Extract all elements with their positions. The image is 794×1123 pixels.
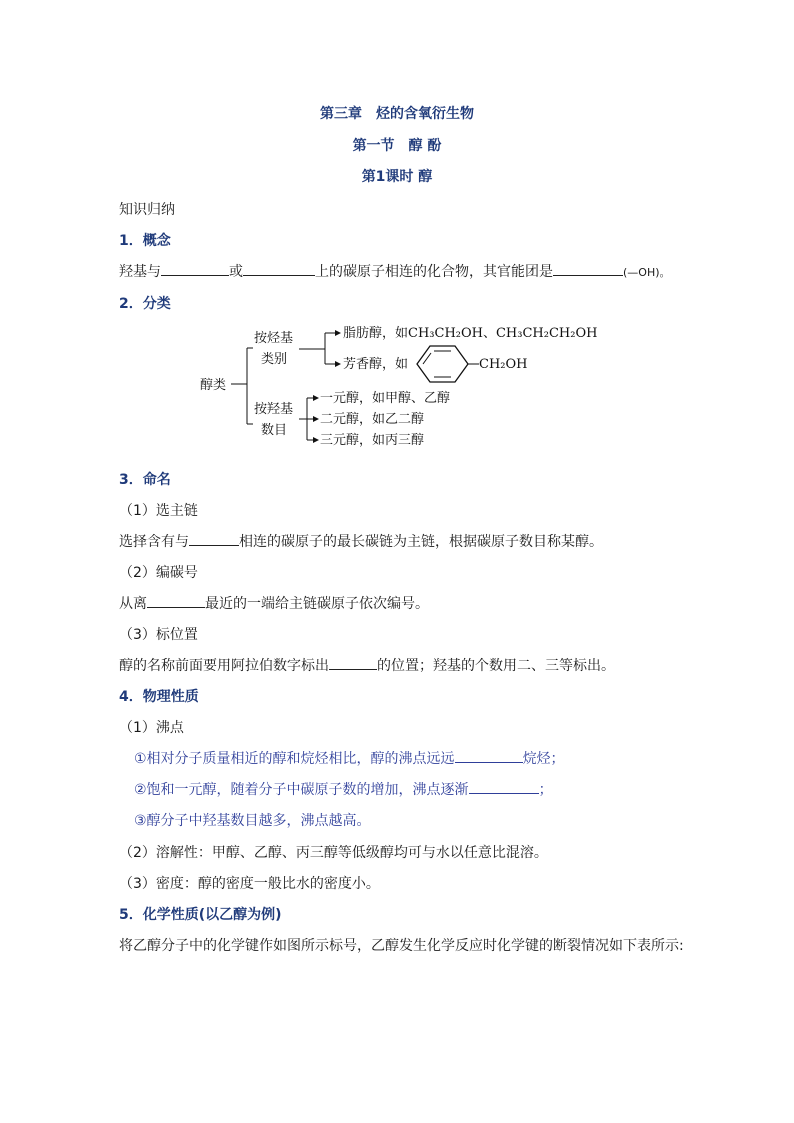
boiling-point-item-2	[134, 779, 553, 799]
boiling-point-item-2-b: ；	[538, 782, 553, 798]
benzene-ring-icon	[417, 346, 468, 382]
branch-hydroxyl-count-line2: 数目	[261, 423, 288, 438]
concept-text-b: 或	[229, 264, 243, 280]
naming-step2-a: 从离	[119, 596, 147, 612]
boiling-point-item-2-a: ②饱和一元醇，随着分子中碳原子数的增加，沸点逐渐	[134, 782, 469, 798]
section-title: 第一节 醇 酚	[352, 138, 442, 154]
branch-hydrocarbon-type-line1: 按烃基	[254, 331, 294, 346]
concept-text-d: (—OH)。	[623, 266, 671, 279]
answer-blank[interactable]	[469, 779, 539, 794]
answer-blank[interactable]	[147, 593, 205, 608]
naming-step3-label: （3）标位置	[119, 627, 198, 643]
naming-step2-text	[119, 593, 429, 613]
naming-step1-b: 相连的碳原子的最长碳链为主链，根据碳原子数目称某醇。	[239, 534, 603, 550]
chemical-properties-heading: 5．化学性质(以乙醇为例)	[119, 907, 282, 923]
naming-heading: 3．命名	[119, 472, 171, 488]
answer-blank[interactable]	[161, 261, 229, 276]
dihydric-alcohol-item: 二元醇，如乙二醇	[320, 412, 425, 427]
boiling-point-item-1	[134, 748, 565, 768]
physical-properties-heading: 4．物理性质	[119, 689, 199, 705]
concept-text-a: 羟基与	[119, 264, 161, 280]
intro-label: 知识归纳	[119, 202, 175, 218]
concept-paragraph	[119, 261, 671, 281]
naming-step1-text	[119, 531, 603, 551]
classification-diagram	[195, 318, 615, 453]
solubility-text: （2）溶解性：甲醇、乙醇、丙三醇等低级醇均可与水以任意比混溶。	[119, 845, 548, 861]
classification-heading: 2．分类	[119, 296, 171, 312]
naming-step1-a: 选择含有与	[119, 534, 189, 550]
answer-blank[interactable]	[553, 261, 623, 276]
naming-step1-label: （1）选主链	[119, 503, 198, 519]
aromatic-alcohol-item: 芳香醇，如	[343, 357, 409, 372]
branch-hydrocarbon-type-line2: 类别	[261, 352, 288, 367]
boiling-point-label: （1）沸点	[119, 720, 184, 736]
answer-blank[interactable]	[189, 531, 239, 546]
concept-heading: 1．概念	[119, 233, 171, 249]
naming-step2-label: （2）编碳号	[119, 565, 198, 581]
answer-blank[interactable]	[455, 748, 523, 763]
naming-step2-b: 最近的一端给主链碳原子依次编号。	[205, 596, 429, 612]
aliphatic-alcohol-item: 脂肪醇，如CH₃CH₂OH、CH₃CH₂CH₂OH	[343, 326, 598, 341]
answer-blank[interactable]	[329, 655, 377, 670]
chapter-title: 第三章 烃的含氧衍生物	[320, 106, 474, 122]
lesson-title: 第1课时 醇	[361, 169, 433, 185]
answer-blank[interactable]	[243, 261, 315, 276]
concept-text-c: 上的碳原子相连的化合物，其官能团是	[315, 264, 553, 280]
naming-step3-a: 醇的名称前面要用阿拉伯数字标出	[119, 658, 329, 674]
trihydric-alcohol-item: 三元醇，如丙三醇	[320, 433, 425, 448]
monohydric-alcohol-item: 一元醇，如甲醇、乙醇	[320, 391, 451, 406]
chemical-properties-text: 将乙醇分子中的化学键作如图所示标号，乙醇发生化学反应时化学键的断裂情况如下表所示:	[119, 938, 684, 954]
boiling-point-item-3: ③醇分子中羟基数目越多，沸点越高。	[134, 813, 371, 829]
hydroxymethyl-group: CH₂OH	[479, 357, 528, 372]
naming-step3-text	[119, 655, 615, 675]
naming-step3-b: 的位置；羟基的个数用二、三等标出。	[377, 658, 615, 674]
diagram-root: 醇类	[200, 378, 227, 393]
branch-hydroxyl-count-line1: 按羟基	[254, 402, 294, 417]
density-text: （3）密度：醇的密度一般比水的密度小。	[119, 876, 380, 892]
boiling-point-item-1-a: ①相对分子质量相近的醇和烷烃相比，醇的沸点远远	[134, 751, 455, 767]
boiling-point-item-1-b: 烷烃；	[522, 751, 565, 767]
